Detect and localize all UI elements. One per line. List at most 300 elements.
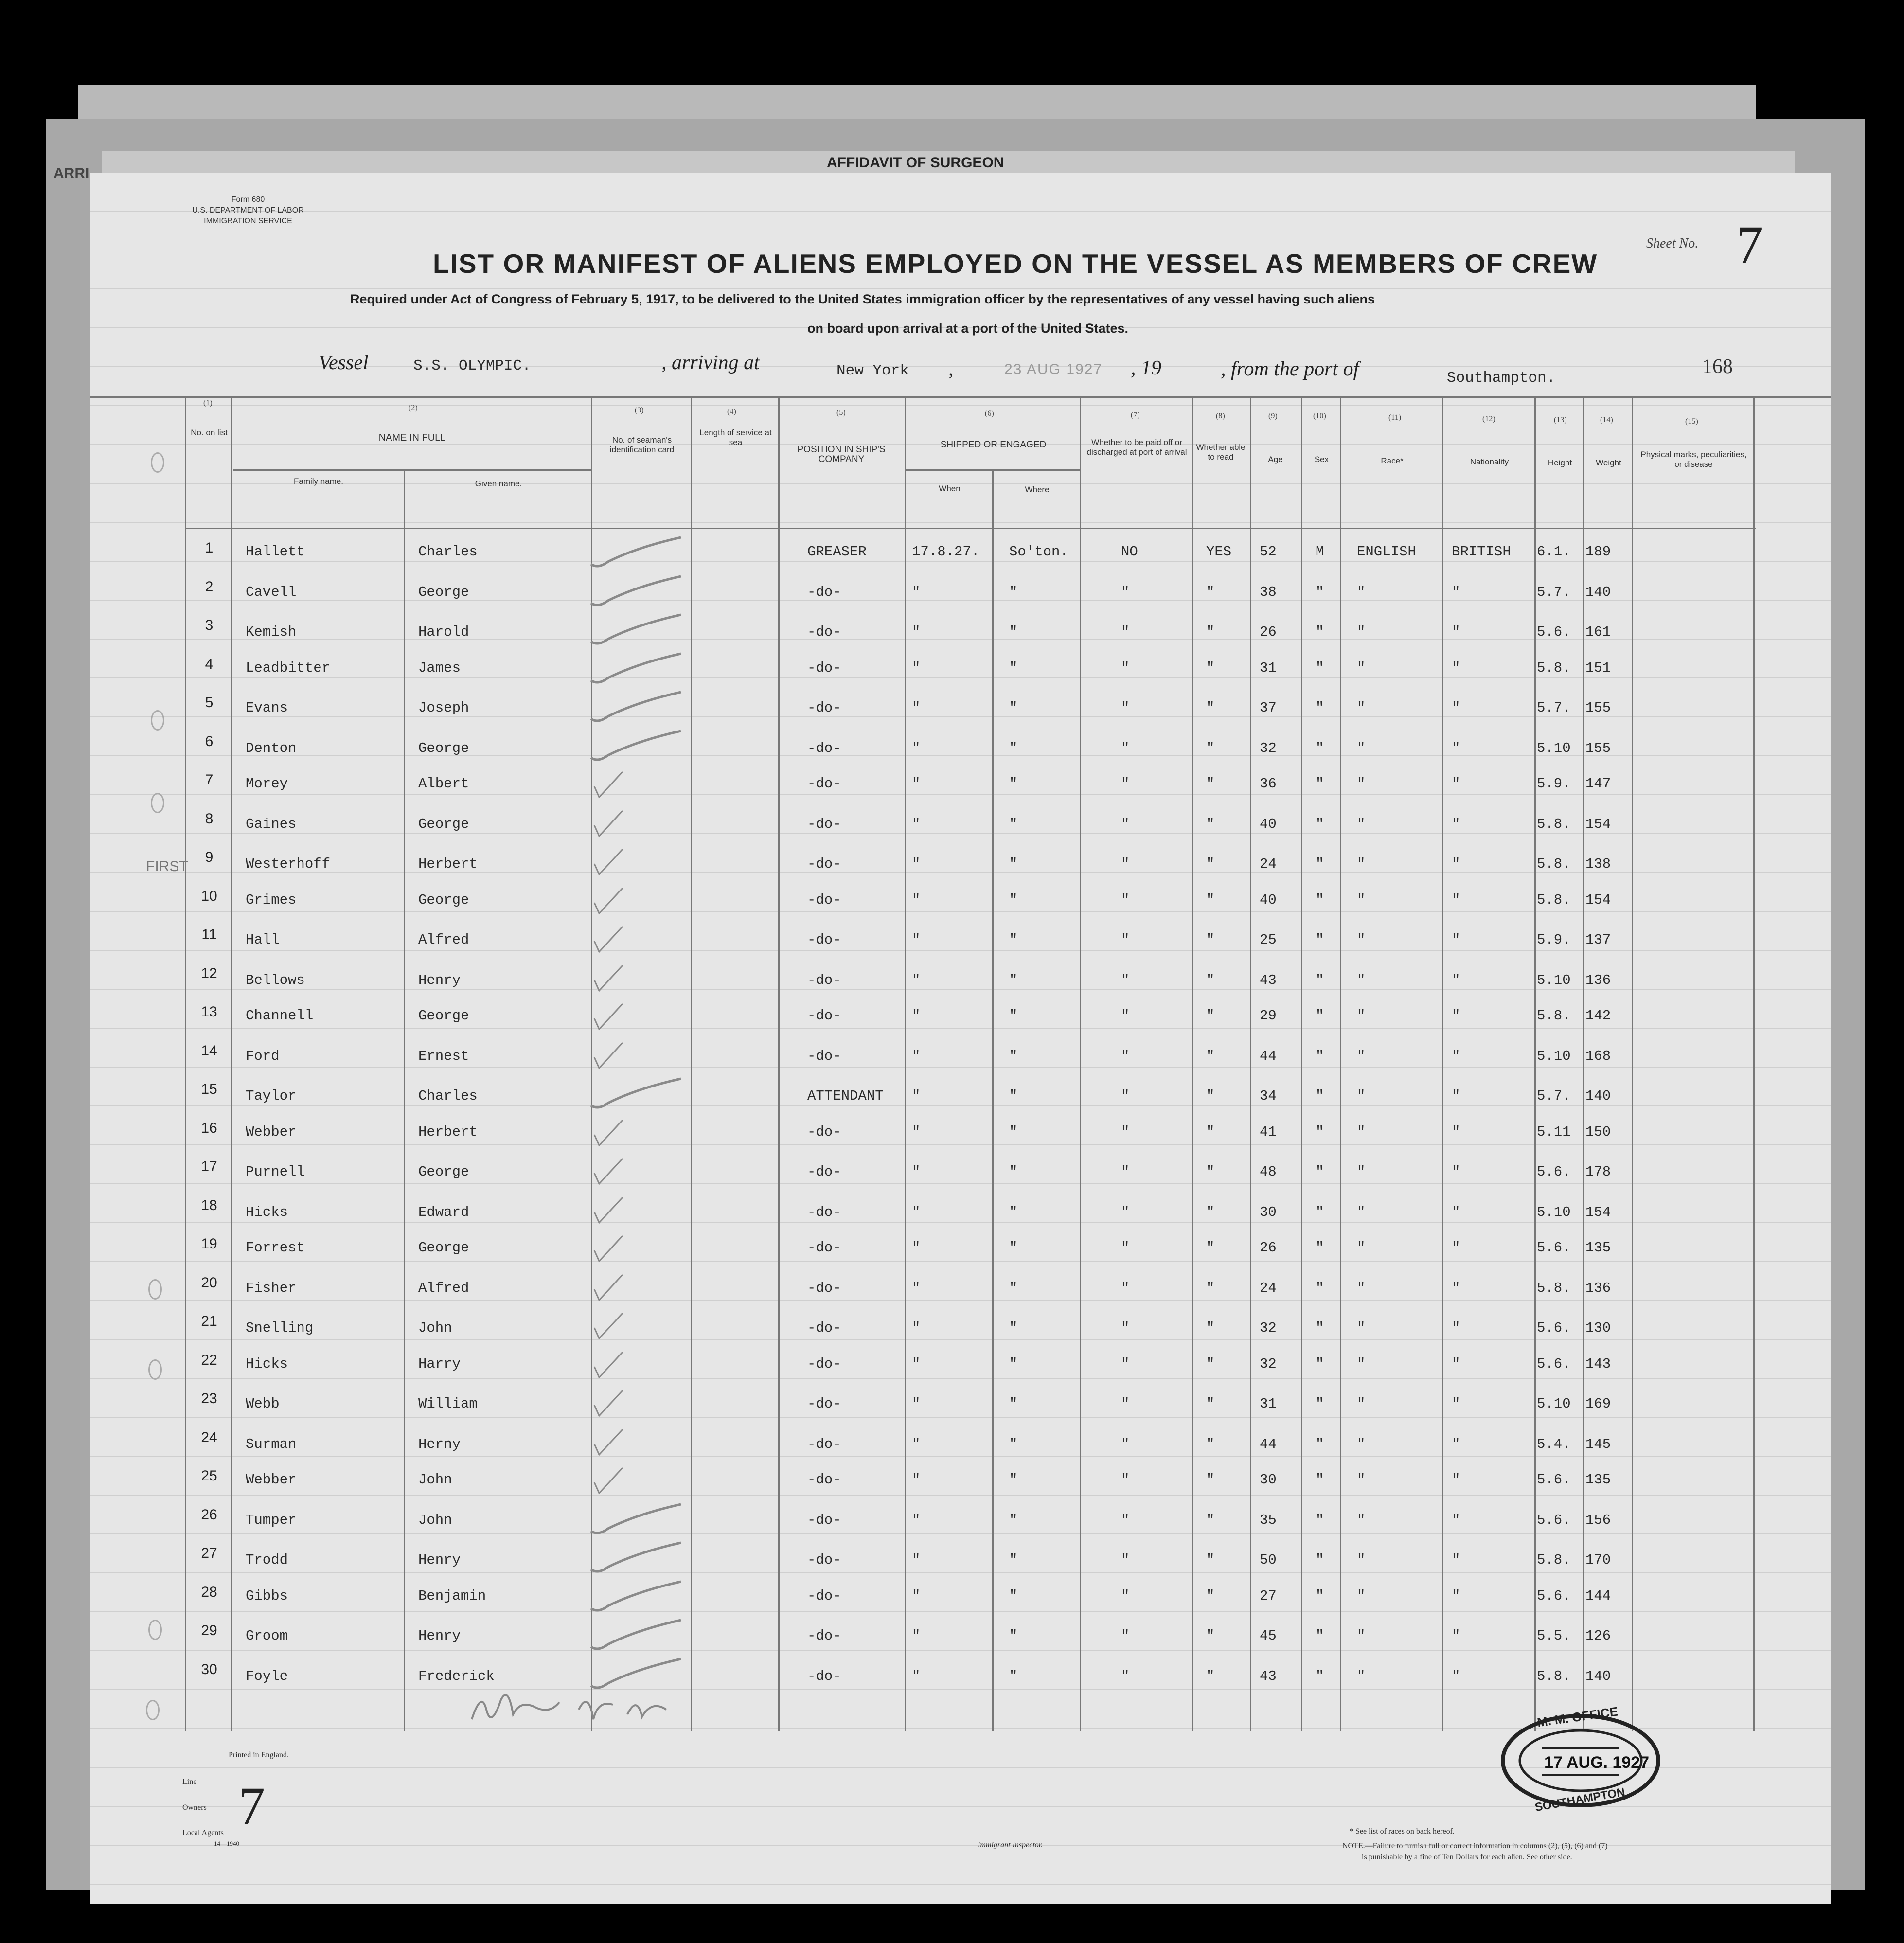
position-cell: -do- [807, 816, 841, 832]
race-cell: " [1357, 1048, 1366, 1064]
race-cell: " [1357, 1240, 1366, 1256]
able-to-read-cell: " [1206, 1628, 1215, 1644]
nationality-cell: " [1452, 740, 1460, 756]
age-cell: 24 [1260, 1280, 1277, 1296]
col-rule [1080, 396, 1081, 1731]
sex-cell: " [1316, 660, 1324, 676]
family-name-cell: Evans [246, 700, 288, 716]
shipped-where-cell: " [1009, 1320, 1018, 1336]
weight-cell: 189 [1585, 544, 1611, 560]
weight-cell: 154 [1585, 891, 1611, 908]
sex-cell: " [1316, 1396, 1324, 1412]
paid-off-cell: " [1121, 1472, 1130, 1488]
pencil-check-mark-icon [588, 729, 686, 767]
position-cell: -do- [807, 1320, 841, 1336]
age-cell: 41 [1260, 1123, 1277, 1140]
height-cell: 5.6. [1537, 1472, 1571, 1488]
form-service: IMMIGRATION SERVICE [204, 217, 292, 225]
shipped-where-cell: " [1009, 700, 1018, 716]
given-name-cell: Henry [418, 1552, 461, 1568]
shipped-when-cell: " [912, 891, 921, 908]
able-to-read-cell: " [1206, 1280, 1215, 1296]
shipped-when-cell: " [912, 1512, 921, 1528]
shipped-when-cell: " [912, 740, 921, 756]
position-cell: -do- [807, 1628, 841, 1644]
sex-cell: " [1316, 1240, 1324, 1256]
family-name-cell: Hallett [246, 544, 305, 560]
paid-off-cell: " [1121, 1436, 1130, 1452]
nationality-cell: " [1452, 660, 1460, 676]
sex-cell: " [1316, 1472, 1324, 1488]
position-cell: -do- [807, 1512, 841, 1528]
nationality-cell: " [1452, 932, 1460, 948]
race-cell: " [1357, 740, 1366, 756]
race-cell: " [1357, 1088, 1366, 1104]
penalty-note: NOTE.—Failure to furnish full or correct information in columns (2), (5), (6) and (7) [1342, 1842, 1608, 1850]
sex-cell: " [1316, 1355, 1324, 1372]
nationality-cell: " [1452, 1088, 1460, 1104]
punch-hole [151, 710, 164, 731]
departure-port: Southampton. [1447, 370, 1556, 387]
row-number-cell: 2 [205, 578, 214, 595]
weight-cell: 138 [1585, 856, 1611, 872]
col-header-paid-off: Whether to be paid off or discharged at port of arrival [1086, 438, 1187, 457]
race-cell: " [1357, 1436, 1366, 1452]
pencil-check-mark-icon [588, 1540, 686, 1579]
col-header-when: When [939, 484, 961, 493]
nationality-cell: " [1452, 1396, 1460, 1412]
paid-off-cell: " [1121, 1320, 1130, 1336]
family-name-cell: Purnell [246, 1164, 305, 1180]
col-header-race: Race* [1381, 456, 1404, 465]
shipped-where-cell: " [1009, 584, 1018, 600]
sex-cell: " [1316, 1048, 1324, 1064]
shipped-when-cell: " [912, 1048, 921, 1064]
age-cell: 34 [1260, 1088, 1277, 1104]
col-rule [778, 396, 780, 1731]
race-cell: " [1357, 1280, 1366, 1296]
shipped-where-cell: " [1009, 1587, 1018, 1604]
weight-cell: 150 [1585, 1123, 1611, 1140]
pencil-check-mark-icon [588, 1386, 686, 1425]
pencil-check-mark-icon [588, 844, 686, 883]
shipped-where-cell: " [1009, 624, 1018, 640]
age-cell: 32 [1260, 1320, 1277, 1336]
height-cell: 5.6. [1537, 1355, 1571, 1372]
col-header-weight: Weight [1596, 458, 1621, 467]
paid-off-cell: " [1121, 1512, 1130, 1528]
weight-cell: 140 [1585, 1668, 1611, 1684]
stamp-date: 17 AUG. 1927 [1544, 1753, 1650, 1772]
pencil-check-mark-icon [588, 1076, 686, 1115]
given-name-cell: Herbert [418, 1123, 478, 1140]
races-footnote: * See list of races on back hereof. [1350, 1827, 1455, 1836]
manifest-sheet [90, 173, 1831, 1904]
given-name-cell: Charles [418, 1088, 478, 1104]
page-subtitle-2: on board upon arrival at a port of the United States. [807, 321, 1129, 336]
position-cell: GREASER [807, 544, 867, 560]
col-number: (12) [1482, 415, 1495, 423]
nationality-cell: " [1452, 700, 1460, 716]
given-name-cell: Frederick [418, 1668, 495, 1684]
paid-off-cell: " [1121, 932, 1130, 948]
col-header-id-card: No. of seaman's identification card [609, 435, 675, 454]
family-name-cell: Grimes [246, 891, 297, 908]
sex-cell: " [1316, 1587, 1324, 1604]
col-number: (3) [635, 406, 644, 414]
paid-off-cell: " [1121, 1552, 1130, 1568]
sex-cell: " [1316, 856, 1324, 872]
age-cell: 30 [1260, 1472, 1277, 1488]
nationality-cell: " [1452, 1204, 1460, 1220]
race-cell: " [1357, 584, 1366, 600]
paid-off-cell: " [1121, 1048, 1130, 1064]
able-to-read-cell: " [1206, 1123, 1215, 1140]
col-header-no: No. on list [191, 428, 228, 437]
shipped-when-cell: " [912, 1436, 921, 1452]
sheet-number: 7 [1736, 215, 1763, 274]
col-rule [691, 396, 692, 1731]
nationality-cell: " [1452, 584, 1460, 600]
sex-cell: " [1316, 1320, 1324, 1336]
shipped-when-cell: " [912, 660, 921, 676]
race-cell: " [1357, 972, 1366, 988]
stamp-office: M. M. OFFICE [1536, 1704, 1619, 1730]
shipped-where-cell: " [1009, 1123, 1018, 1140]
weight-cell: 140 [1585, 584, 1611, 600]
able-to-read-cell: " [1206, 1008, 1215, 1024]
shipped-where-cell: " [1009, 1008, 1018, 1024]
pencil-check-mark-icon [588, 535, 686, 574]
height-cell: 5.8. [1537, 1280, 1571, 1296]
pencil-check-mark-icon [588, 1270, 686, 1309]
given-name-cell: John [418, 1320, 452, 1336]
able-to-read-cell: " [1206, 1396, 1215, 1412]
family-name-cell: Bellows [246, 972, 305, 988]
col-rule [1534, 396, 1536, 1731]
age-cell: 32 [1260, 1355, 1277, 1372]
family-name-cell: Foyle [246, 1668, 288, 1684]
col-number: (14) [1600, 416, 1613, 424]
col-rule [1192, 396, 1193, 1731]
weight-cell: 142 [1585, 1008, 1611, 1024]
race-cell: " [1357, 1008, 1366, 1024]
footer-line-label: Line [182, 1778, 197, 1786]
race-cell: " [1357, 1204, 1366, 1220]
weight-cell: 136 [1585, 1280, 1611, 1296]
age-cell: 26 [1260, 624, 1277, 640]
col-number: (15) [1685, 417, 1698, 426]
row-number-cell: 13 [201, 1004, 217, 1020]
shipped-where-cell: " [1009, 891, 1018, 908]
col-rule [1301, 396, 1302, 1731]
family-name-cell: Surman [246, 1436, 297, 1452]
row-number-cell: 29 [201, 1622, 217, 1639]
row-number-cell: 5 [205, 695, 214, 711]
penalty-note-2: is punishable by a fine of Ten Dollars for each alien. See other side. [1362, 1853, 1572, 1861]
shipped-when-cell: " [912, 624, 921, 640]
able-to-read-cell: " [1206, 700, 1215, 716]
printed-note: Printed in England. [229, 1751, 289, 1759]
nationality-cell: " [1452, 1048, 1460, 1064]
weight-cell: 154 [1585, 816, 1611, 832]
race-cell: " [1357, 1587, 1366, 1604]
position-cell: -do- [807, 1048, 841, 1064]
position-cell: -do- [807, 1204, 841, 1220]
shipped-when-cell: " [912, 1472, 921, 1488]
height-cell: 5.10 [1537, 1048, 1571, 1064]
position-cell: -do- [807, 932, 841, 948]
name-subhead-rule [233, 469, 591, 471]
position-cell: -do- [807, 1280, 841, 1296]
family-name-cell: Fisher [246, 1280, 297, 1296]
paid-off-cell: " [1121, 584, 1130, 600]
handwritten-signature [467, 1680, 700, 1739]
col-header-physical-marks: Physical marks, peculiarities, or disease [1640, 450, 1747, 469]
pencil-check-mark-icon [588, 1308, 686, 1347]
given-name-cell: Charles [418, 544, 478, 560]
sex-cell: " [1316, 932, 1324, 948]
nationality-cell: " [1452, 856, 1460, 872]
paid-off-cell: " [1121, 1204, 1130, 1220]
position-cell: -do- [807, 891, 841, 908]
comma: , [948, 358, 954, 380]
col-rule [992, 469, 994, 1731]
footer-owners-label: Owners [182, 1803, 207, 1812]
able-to-read-cell: " [1206, 1204, 1215, 1220]
pencil-check-mark-icon [588, 1038, 686, 1077]
weight-cell: 155 [1585, 740, 1611, 756]
punch-hole [151, 452, 164, 473]
race-cell: " [1357, 932, 1366, 948]
family-name-cell: Denton [246, 740, 297, 756]
sex-cell: " [1316, 1668, 1324, 1684]
southampton-office-stamp [1498, 1704, 1663, 1815]
given-name-cell: John [418, 1512, 452, 1528]
position-cell: -do- [807, 776, 841, 792]
able-to-read-cell: " [1206, 1088, 1215, 1104]
shipped-where-cell: " [1009, 740, 1018, 756]
family-name-cell: Gibbs [246, 1587, 288, 1604]
shipped-when-cell: " [912, 1320, 921, 1336]
row-number-cell: 26 [201, 1506, 217, 1523]
shipped-when-cell: " [912, 856, 921, 872]
race-cell: " [1357, 1355, 1366, 1372]
given-name-cell: Edward [418, 1204, 469, 1220]
paid-off-cell: " [1121, 1280, 1130, 1296]
nationality-cell: " [1452, 1552, 1460, 1568]
sex-cell: " [1316, 776, 1324, 792]
position-cell: -do- [807, 740, 841, 756]
pencil-check-mark-icon [588, 883, 686, 922]
height-cell: 5.9. [1537, 776, 1571, 792]
height-cell: 5.10 [1537, 1396, 1571, 1412]
paid-off-cell: " [1121, 1396, 1130, 1412]
able-to-read-cell: " [1206, 776, 1215, 792]
paid-off-cell: " [1121, 1587, 1130, 1604]
position-cell: -do- [807, 1436, 841, 1452]
given-name-cell: George [418, 1240, 469, 1256]
race-cell: " [1357, 1512, 1366, 1528]
paid-off-cell: " [1121, 1008, 1130, 1024]
row-number-cell: 10 [201, 888, 217, 904]
shipped-when-cell: " [912, 1668, 921, 1684]
family-name-cell: Cavell [246, 584, 297, 600]
family-name-cell: Snelling [246, 1320, 314, 1336]
family-name-cell: Ford [246, 1048, 280, 1064]
sex-cell: " [1316, 1280, 1324, 1296]
given-name-cell: George [418, 891, 469, 908]
given-name-cell: George [418, 1008, 469, 1024]
age-cell: 48 [1260, 1164, 1277, 1180]
able-to-read-cell: " [1206, 816, 1215, 832]
pencil-check-mark-icon [588, 651, 686, 690]
table-top-rule [90, 396, 1831, 398]
sex-cell: " [1316, 972, 1324, 988]
sheet-number-label: Sheet No. [1646, 236, 1699, 251]
pencil-check-mark-icon [588, 1579, 686, 1618]
margin-first-note: FIRST [146, 858, 188, 874]
race-cell: " [1357, 1552, 1366, 1568]
shipped-where-cell: " [1009, 1204, 1018, 1220]
able-to-read-cell: " [1206, 1587, 1215, 1604]
row-number-cell: 3 [205, 617, 214, 633]
sex-cell: " [1316, 1552, 1324, 1568]
family-name-cell: Groom [246, 1628, 288, 1644]
given-name-cell: Joseph [418, 700, 469, 716]
paid-off-cell: " [1121, 1164, 1130, 1180]
position-cell: -do- [807, 1123, 841, 1140]
height-cell: 5.8. [1537, 1552, 1571, 1568]
weight-cell: 135 [1585, 1240, 1611, 1256]
row-number-cell: 4 [205, 656, 214, 672]
row-number-cell: 1 [205, 540, 214, 556]
row-number-cell: 20 [201, 1274, 217, 1291]
paid-off-cell: " [1121, 1240, 1130, 1256]
back-sheet-edge-text: ARRI [53, 165, 89, 181]
row-number-cell: 9 [205, 849, 214, 865]
height-cell: 5.6. [1537, 1512, 1571, 1528]
col-rule [231, 396, 232, 1731]
col-rule [1753, 396, 1755, 1731]
height-cell: 5.11 [1537, 1123, 1571, 1140]
row-number-cell: 12 [201, 965, 217, 981]
weight-cell: 154 [1585, 1204, 1611, 1220]
height-cell: 5.8. [1537, 891, 1571, 908]
shipped-where-cell: " [1009, 972, 1018, 988]
family-name-cell: Hall [246, 932, 280, 948]
weight-cell: 156 [1585, 1512, 1611, 1528]
nationality-cell: " [1452, 624, 1460, 640]
punch-hole [148, 1620, 162, 1640]
weight-cell: 144 [1585, 1587, 1611, 1604]
paid-off-cell: " [1121, 1628, 1130, 1644]
given-name-cell: George [418, 816, 469, 832]
year-label: , 19 [1131, 357, 1161, 379]
height-cell: 5.8. [1537, 660, 1571, 676]
pencil-check-mark-icon [588, 1502, 686, 1541]
height-cell: 5.6. [1537, 624, 1571, 640]
shipped-when-cell: " [912, 1628, 921, 1644]
col-number: (2) [409, 404, 418, 412]
row-number-cell: 25 [201, 1468, 217, 1484]
arrival-port: New York [836, 362, 909, 379]
given-name-cell: James [418, 660, 461, 676]
race-cell: " [1357, 700, 1366, 716]
shipped-when-cell: " [912, 1280, 921, 1296]
able-to-read-cell: " [1206, 1355, 1215, 1372]
header-bottom-rule [185, 528, 1756, 529]
family-name-cell: Leadbitter [246, 660, 331, 676]
age-cell: 45 [1260, 1628, 1277, 1644]
nationality-cell: " [1452, 1668, 1460, 1684]
punch-hole [151, 793, 164, 813]
weight-cell: 135 [1585, 1472, 1611, 1488]
position-cell: -do- [807, 1668, 841, 1684]
shipped-when-cell: " [912, 1204, 921, 1220]
row-number-cell: 14 [201, 1042, 217, 1059]
race-cell: " [1357, 624, 1366, 640]
age-cell: 44 [1260, 1048, 1277, 1064]
row-number-cell: 15 [201, 1081, 217, 1097]
paid-off-cell: " [1121, 1123, 1130, 1140]
given-name-cell: George [418, 1164, 469, 1180]
punch-hole [148, 1279, 162, 1300]
position-cell: ATTENDANT [807, 1088, 884, 1104]
col-number: (11) [1388, 413, 1402, 422]
col-header-height: Height [1548, 458, 1572, 467]
family-name-cell: Morey [246, 776, 288, 792]
shipped-where-cell: " [1009, 1628, 1018, 1644]
given-name-cell: Alfred [418, 1280, 469, 1296]
shipped-where-cell: " [1009, 816, 1018, 832]
age-cell: 24 [1260, 856, 1277, 872]
pencil-check-mark-icon [588, 690, 686, 729]
family-name-cell: Kemish [246, 624, 297, 640]
pencil-check-mark-icon [588, 1618, 686, 1657]
row-number-cell: 27 [201, 1545, 217, 1561]
page-subtitle: Required under Act of Congress of February 5, 1917, to be delivered to the United States immigration officer by the representatives of any vessel having such aliens [350, 292, 1375, 306]
col-number: (10) [1313, 412, 1326, 420]
nationality-cell: " [1452, 1164, 1460, 1180]
shipped-where-cell: " [1009, 1512, 1018, 1528]
weight-cell: 155 [1585, 700, 1611, 716]
pencil-check-mark-icon [588, 1425, 686, 1463]
shipped-where-cell: " [1009, 1436, 1018, 1452]
shipped-when-cell: " [912, 1008, 921, 1024]
nationality-cell: " [1452, 1512, 1460, 1528]
pencil-check-mark-icon [588, 1463, 686, 1502]
col-rule [1442, 396, 1443, 1731]
shipped-when-cell: " [912, 1587, 921, 1604]
pencil-check-mark-icon [588, 612, 686, 651]
paid-off-cell: " [1121, 776, 1130, 792]
shipped-when-cell: " [912, 1240, 921, 1256]
row-number-cell: 16 [201, 1120, 217, 1136]
shipped-where-cell: " [1009, 1668, 1018, 1684]
col-rule [1583, 396, 1584, 1731]
sex-cell: " [1316, 584, 1324, 600]
family-name-cell: Tumper [246, 1512, 297, 1528]
race-cell: " [1357, 1472, 1366, 1488]
col-rule [1250, 396, 1251, 1731]
nationality-cell: " [1452, 1436, 1460, 1452]
family-name-cell: Gaines [246, 816, 297, 832]
row-number-cell: 21 [201, 1313, 217, 1329]
col-header-family-name: Family name. [293, 477, 344, 486]
pencil-check-mark-icon [588, 767, 686, 806]
shipped-where-cell: " [1009, 1396, 1018, 1412]
